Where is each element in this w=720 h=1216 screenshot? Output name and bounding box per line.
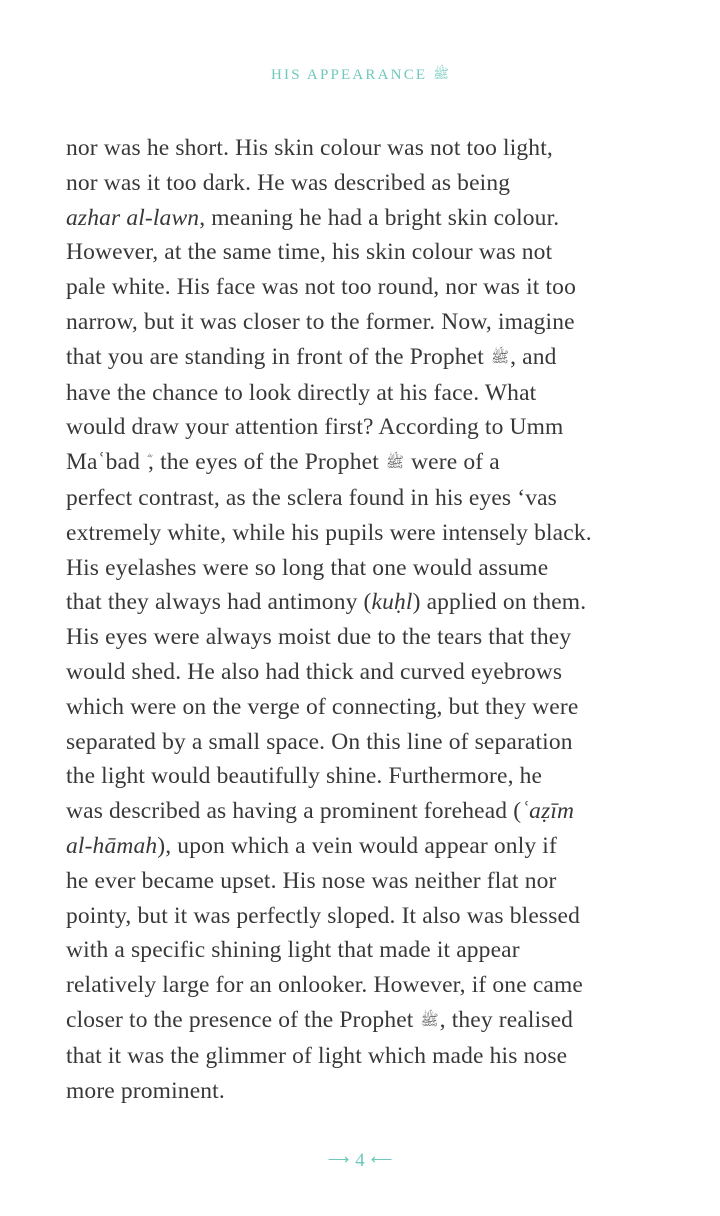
text-line: that it was the glimmer of light which made his nose xyxy=(66,1042,568,1069)
text-line: nor was he short. His skin colour was not too light, xyxy=(66,135,553,161)
text-line: have the chance to look directly at his face. What xyxy=(66,379,537,406)
text-line: Maʿbad , the eyes of the Prophet ﷺ were of a xyxy=(66,445,666,481)
arrow-right-icon: ⟶ xyxy=(327,1152,350,1168)
text-line: pointy, but it was perfectly sloped. It also was blessed xyxy=(66,902,580,929)
salutation-icon: ﷺ xyxy=(420,1012,439,1029)
page-footer xyxy=(0,1150,720,1172)
text-line: nor was it too dark. He was described as being xyxy=(66,169,511,196)
text-line: was described as having a prominent forehead (ʿaẓīm xyxy=(66,798,575,825)
body-text xyxy=(66,131,666,1108)
text-line: However, at the same time, his skin colour was not xyxy=(66,239,553,266)
running-title: HIS APPEARANCE xyxy=(271,67,428,83)
header-ornament-icon: ﷺ xyxy=(433,66,449,81)
arabic-term: al-hāmah xyxy=(66,832,158,859)
page-number: 4 xyxy=(355,1150,365,1171)
arabic-term: kuḥl xyxy=(371,589,413,616)
text-line: the light would beautifully shine. Furthermore, he xyxy=(66,763,543,790)
arabic-term: azhar al-lawn xyxy=(66,204,200,231)
text-line: extremely white, while his pupils were intensely black. xyxy=(66,519,592,546)
text-line: would shed. He also had thick and curved eyebrows xyxy=(66,658,563,685)
text-line: that you are standing in front of the Prophet ﷺ, and xyxy=(66,340,666,376)
text-line: separated by a small space. On this line of separation xyxy=(66,728,573,755)
text-line: closer to the presence of the Prophet ﷺ, they realised xyxy=(66,1003,666,1039)
text-line: azhar al-lawn, meaning he had a bright skin colour. xyxy=(66,204,560,231)
text-line: relatively large for an onlooker. However, if one came xyxy=(66,972,583,999)
text-line: perfect contrast, as the sclera found in his eyes ʻvas xyxy=(66,484,557,511)
salutation-icon: ﷺ xyxy=(490,349,510,366)
text-line: which were on the verge of connecting, but they were xyxy=(66,693,579,720)
text-line: would draw your attention first? According to Umm xyxy=(66,414,564,441)
arabic-term: ʿaẓīm xyxy=(521,798,575,825)
text-line: His eyelashes were so long that one would assume xyxy=(66,554,549,581)
salutation-icon: ﷺ xyxy=(385,455,405,472)
text-line: His eyes were always moist due to the tears that they xyxy=(66,624,572,651)
text-line: narrow, but it was closer to the former. Now, imagine xyxy=(66,308,575,335)
text-line: al-hāmah), upon which a vein would appear only if xyxy=(66,832,557,859)
text-line: he ever became upset. His nose was neither flat nor xyxy=(66,867,557,894)
text-line: with a specific shining light that made it appear xyxy=(66,937,520,964)
arrow-left-icon: ⟵ xyxy=(370,1152,393,1168)
text-line: that they always had antimony (kuḥl) applied on them. xyxy=(66,589,587,616)
running-header xyxy=(0,66,720,85)
text-line: more prominent. xyxy=(66,1077,225,1104)
text-line: pale white. His face was not too round, nor was it too xyxy=(66,274,576,301)
